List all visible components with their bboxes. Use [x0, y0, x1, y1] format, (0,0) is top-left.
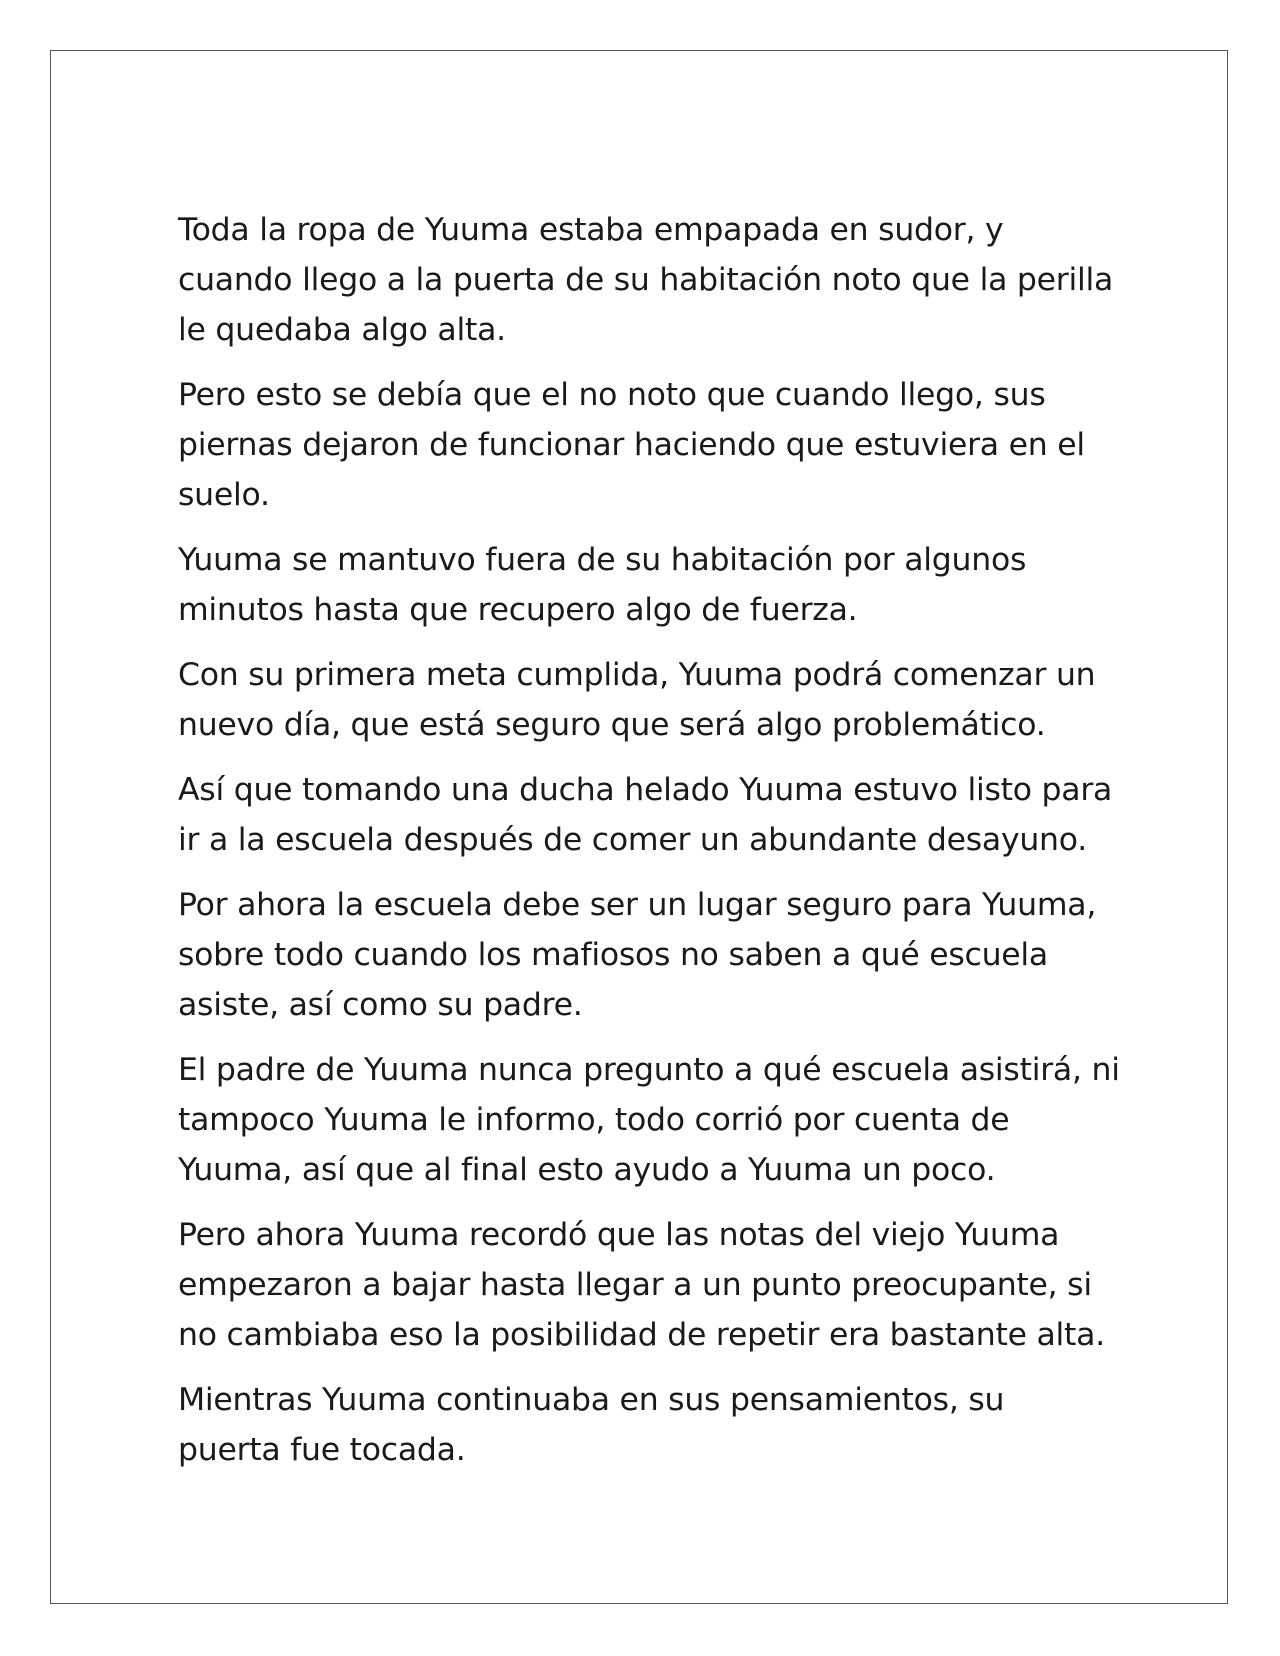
text-line: empezaron a bajar hasta llegar a un punto preocupante, si: [178, 1267, 1092, 1303]
paragraph: [178, 880, 1123, 1030]
text-line: asiste, así como su padre.: [178, 987, 583, 1023]
text-line: sobre todo cuando los mafiosos no saben a qué escuela: [178, 937, 1048, 973]
text-line: no cambiaba eso la posibilidad de repetir era bastante alta.: [178, 1317, 1105, 1353]
text-line: minutos hasta que recupero algo de fuerza.: [178, 592, 858, 628]
text-line: Así que tomando una ducha helado Yuuma estuvo listo para: [178, 772, 1113, 808]
text-line: ir a la escuela después de comer un abundante desayuno.: [178, 822, 1087, 858]
text-line: Por ahora la escuela debe ser un lugar seguro para Yuuma,: [178, 887, 1097, 923]
paragraph: [178, 1375, 1123, 1475]
text-line: Yuuma, así que al final esto ayudo a Yuuma un poco.: [178, 1152, 996, 1188]
text-line: El padre de Yuuma nunca pregunto a qué escuela asistirá, ni: [178, 1052, 1120, 1088]
text-line: Yuuma se mantuvo fuera de su habitación por algunos: [178, 542, 1027, 578]
text-line: Mientras Yuuma continuaba en sus pensamientos, su: [178, 1382, 1005, 1418]
text-line: Toda la ropa de Yuuma estaba empapada en sudor, y: [178, 212, 1004, 248]
text-line: nuevo día, que está seguro que será algo problemático.: [178, 707, 1046, 743]
text-line: tampoco Yuuma le informo, todo corrió por cuenta de: [178, 1102, 1010, 1138]
text-line: Con su primera meta cumplida, Yuuma podrá comenzar un: [178, 657, 1096, 693]
document-body: [178, 205, 1123, 1490]
paragraph: [178, 1045, 1123, 1195]
paragraph: [178, 650, 1123, 750]
paragraph: [178, 205, 1123, 355]
paragraph: [178, 535, 1123, 635]
paragraph: [178, 765, 1123, 865]
paragraph: [178, 1210, 1123, 1360]
paragraph: [178, 370, 1123, 520]
text-line: cuando llego a la puerta de su habitación noto que la perilla: [178, 262, 1114, 298]
text-line: le quedaba algo alta.: [178, 312, 506, 348]
text-line: suelo.: [178, 477, 270, 513]
text-line: Pero ahora Yuuma recordó que las notas del viejo Yuuma: [178, 1217, 1060, 1253]
text-line: puerta fue tocada.: [178, 1432, 466, 1468]
text-line: piernas dejaron de funcionar haciendo que estuviera en el: [178, 427, 1085, 463]
text-line: Pero esto se debía que el no noto que cuando llego, sus: [178, 377, 1046, 413]
